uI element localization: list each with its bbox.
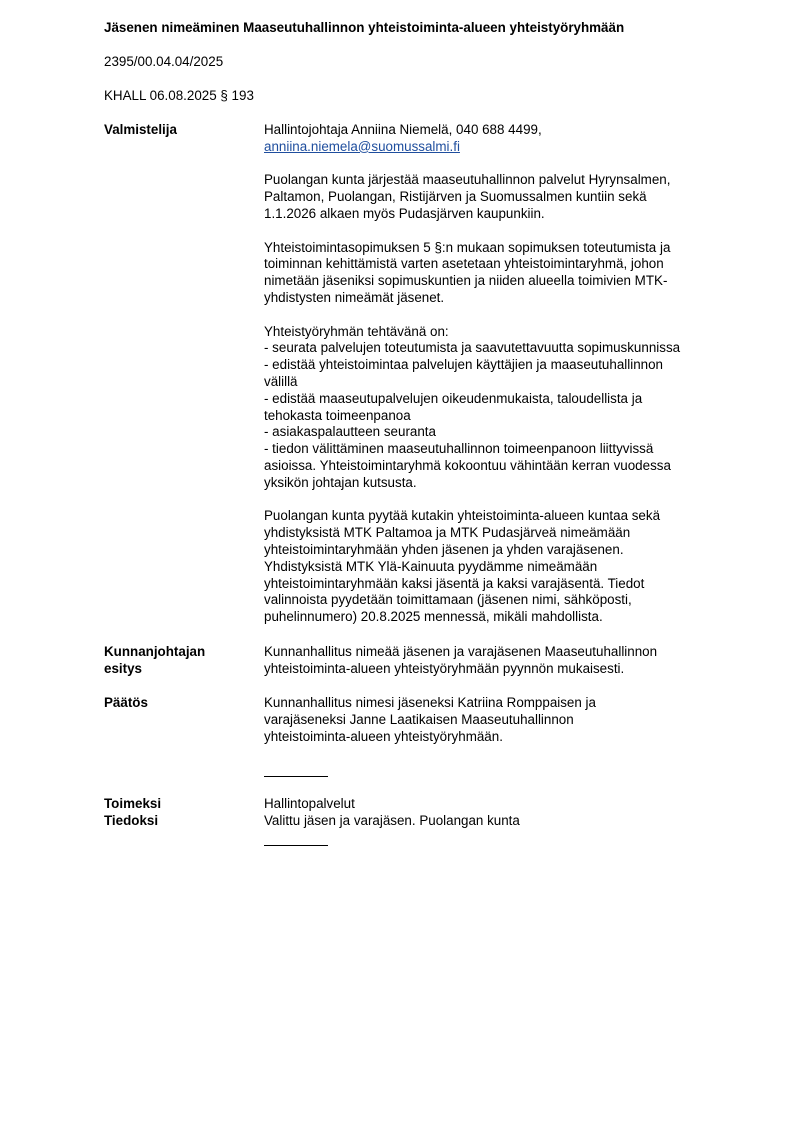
text-line: puhelinnumero) 20.8.2025 mennessä, mikäli mahdollista. <box>264 609 603 625</box>
paatos-label: Päätös <box>104 695 148 710</box>
text-line: tehokasta toimeenpanoa <box>264 407 411 423</box>
esitys-content <box>264 644 734 678</box>
valmistelija-label: Valmistelija <box>104 122 177 137</box>
distribution-values <box>264 796 734 830</box>
text-line: Yhdistyksistä MTK Ylä-Kainuuta pyydämme nimeämään <box>264 558 598 574</box>
text-line: Puolangan kunta pyytää kutakin yhteistoiminta-alueen kuntaa sekä <box>264 508 661 524</box>
text-line: yhdistysten nimeämät jäsenet. <box>264 289 445 305</box>
preparer-email-link[interactable]: anniina.niemela@suomussalmi.fi <box>264 138 460 154</box>
text-line: yhteistoimintaryhmään yhden jäsenen ja yhden varajäsenen. <box>264 541 624 557</box>
text-line: Yhteistyöryhmän tehtävänä on: <box>264 323 449 339</box>
text-line: yhdistyksistä MTK Paltamoa ja MTK Pudasjärveä nimeämään <box>264 525 631 541</box>
text-line: Paltamon, Puolangan, Ristijärven ja Suomussalmen kuntiin sekä <box>264 189 647 205</box>
text-line: toiminnan kehittämistä varten asetetaan yhteistoimintaryhmä, johon <box>264 256 664 272</box>
task-item: - tiedon välittäminen maaseutuhallinnon toimeenpanoon liittyvissä <box>264 441 654 457</box>
text-line: yhteistoiminta-alueen yhteistyöryhmään. <box>264 728 503 744</box>
task-item: - asiakaspalautteen seuranta <box>264 424 436 440</box>
toimeksi-value: Hallintopalvelut <box>264 796 355 811</box>
text-line: yhteistoiminta-alueen yhteistyöryhmään pyynnön mukaisesti. <box>264 660 625 676</box>
distribution-labels <box>104 796 254 830</box>
case-number: 2395/00.04.04/2025 <box>104 54 224 69</box>
task-item: - seurata palvelujen toteutumista ja saavutettavuutta sopimuskunnissa <box>264 340 681 356</box>
esitys-label-line: esitys <box>104 660 142 676</box>
text-line: asioissa. Yhteistoimintaryhmä kokoontuu vähintään kerran vuodessa <box>264 457 671 473</box>
tiedoksi-value: Valittu jäsen ja varajäsen. Puolangan kunta <box>264 812 520 828</box>
valmistelija-content <box>264 122 734 626</box>
document-title: Jäsenen nimeäminen Maaseutuhallinnon yhteistoiminta-alueen yhteistyöryhmään <box>104 20 625 35</box>
paatos-content <box>264 695 734 745</box>
esitys-label-line: Kunnanjohtajan <box>104 644 206 659</box>
text-line: valinnoista pyydetään toimittamaan (jäsenen nimi, sähköposti, <box>264 592 632 608</box>
text-line: Kunnanhallitus nimeää jäsenen ja varajäsenen Maaseutuhallinnon <box>264 644 658 659</box>
paragraph-tasks <box>264 324 734 492</box>
tiedoksi-label: Tiedoksi <box>104 812 159 828</box>
text-line: nimetään jäseniksi sopimuskuntien ja niiden alueella toimivien MTK- <box>264 273 668 289</box>
preparer-contact: Hallintojohtaja Anniina Niemelä, 040 688 4499, <box>264 122 542 137</box>
text-line: varajäseneksi Janne Laatikaisen Maaseutuhallinnon <box>264 711 574 727</box>
separator-line <box>264 845 328 846</box>
meeting-reference: KHALL 06.08.2025 § 193 <box>104 88 254 103</box>
toimeksi-label: Toimeksi <box>104 796 162 811</box>
separator-line <box>264 776 328 777</box>
paragraph-service-area <box>264 172 734 222</box>
text-line: yhteistoimintaryhmään kaksi jäsentä ja kaksi varajäsentä. Tiedot <box>264 575 645 591</box>
text-line: 1.1.2026 alkaen myös Pudasjärven kaupunkiin. <box>264 205 545 221</box>
text-line: yksikön johtajan kutsusta. <box>264 474 417 490</box>
task-item: - edistää yhteistoimintaa palvelujen käyttäjien ja maaseutuhallinnon <box>264 357 663 373</box>
text-line: välillä <box>264 373 298 389</box>
paragraph-agreement <box>264 240 734 307</box>
task-item: - edistää maaseutupalvelujen oikeudenmukaista, taloudellista ja <box>264 390 643 406</box>
text-line: Kunnanhallitus nimesi jäseneksi Katriina Romppaisen ja <box>264 695 596 710</box>
text-line: Puolangan kunta järjestää maaseutuhallinnon palvelut Hyrynsalmen, <box>264 172 671 188</box>
esitys-label <box>104 644 254 678</box>
text-line: Yhteistoimintasopimuksen 5 §:n mukaan sopimuksen toteutumista ja <box>264 239 671 255</box>
paragraph-request <box>264 508 734 626</box>
